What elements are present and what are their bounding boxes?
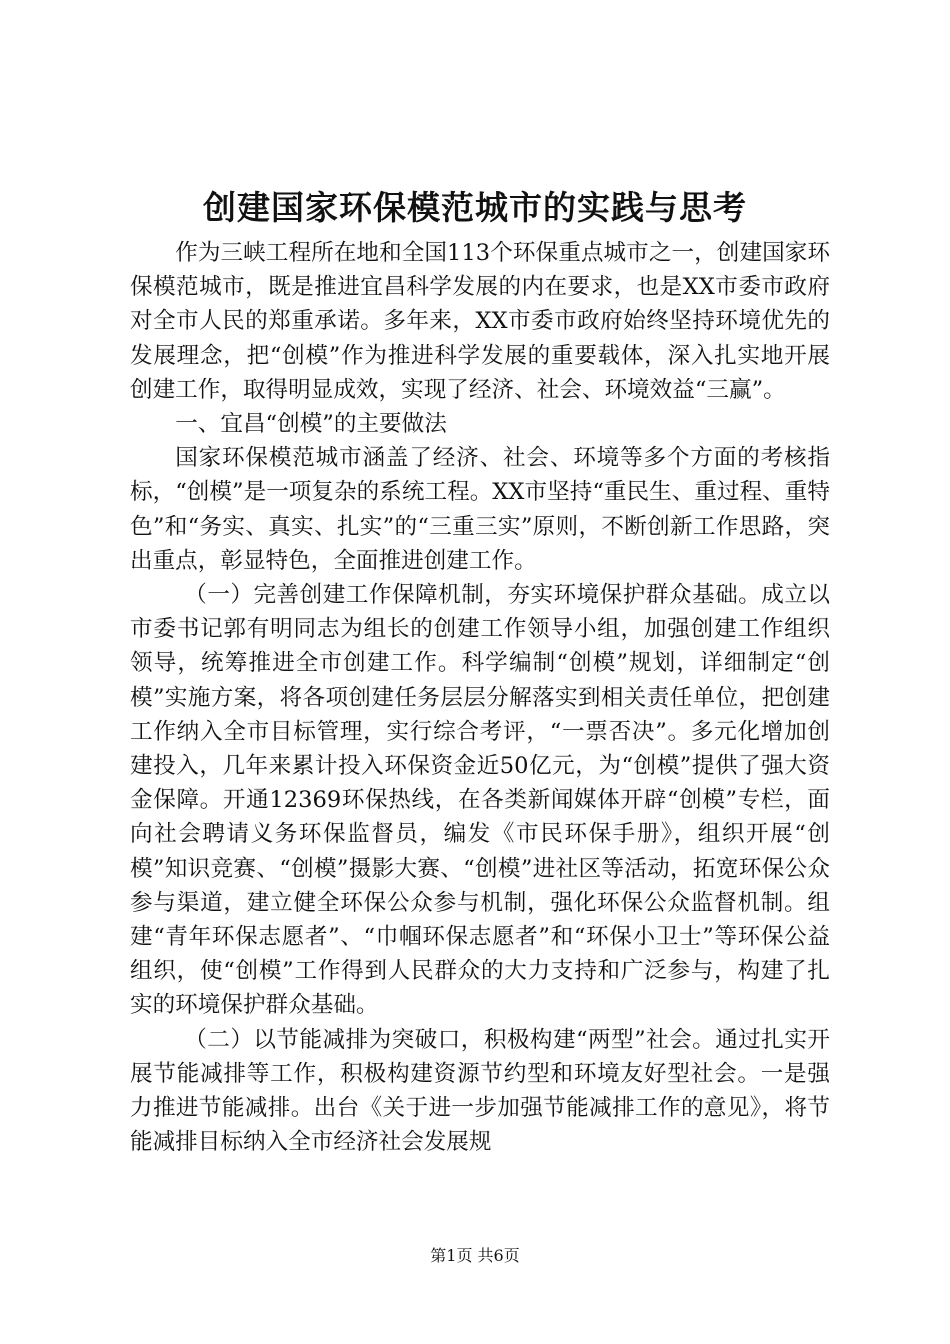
page-footer: 第1页 共6页 — [430, 1246, 520, 1265]
section-heading: 一、宜昌“创模”的主要做法 — [175, 411, 447, 438]
document-body — [130, 236, 830, 1159]
paragraph-subsection-1: （一）完善创建工作保障机制，夯实环境保护群众基础。成立以市委书记郭有明同志为组长的创建工作领导小组，加强创建工作组织领导，统筹推进全市创建工作。科学编制“创模”规划，详细制定“创模”实施方案，将各项创建任务层层分解落实到相关责任单位，把创建工作纳入全市目标管理，实行综合考评，“一票否决”。多元化增加创建投入，几年来累计投入环保资金近50亿元，为“创模”提供了强大资金保障。开通12369环保热线，在各类新闻媒体开辟“创模”专栏，面向社会聘请义务环保监督员，编发《市民环保手册》，组织开展“创模”知识竞赛、“创模”摄影大赛、“创模”进社区等活动，拓宽环保公众参与渠道，建立健全环保公众参与机制，强化环保公众监督机制。组建“青年环保志愿者”、“巾帼环保志愿者”和“环保小卫士”等环保公益组织，使“创模”工作得到人民群众的大力支持和广泛参与，构建了扎实的环境保护群众基础。 — [130, 582, 830, 1019]
paragraph-subsection-2: （二）以节能减排为突破口，积极构建“两型”社会。通过扎实开展节能减排等工作，积极构建资源节约型和环境友好型社会。一是强力推进节能减排。出台《关于进一步加强节能减排工作的意见》，将节能减排目标纳入全市经济社会发展规 — [130, 1026, 830, 1156]
paragraph-intro: 作为三峡工程所在地和全国113个环保重点城市之一，创建国家环保模范城市，既是推进宜昌科学发展的内在要求，也是XX市委市政府对全市人民的郑重承诺。多年来，XX市委市政府始终坚持环境优先的发展理念，把“创模”作为推进科学发展的重要载体，深入扎实地开展创建工作，取得明显成效，实现了经济、社会、环境效益“三赢”。 — [130, 240, 830, 403]
document-title: 创建国家环保模范城市的实践与思考 — [203, 188, 747, 227]
paragraph-overview: 国家环保模范城市涵盖了经济、社会、环境等多个方面的考核指标，“创模”是一项复杂的系统工程。XX市坚持“重民生、重过程、重特色”和“务实、真实、扎实”的“三重三实”原则，不断创新工作思路，突出重点，彰显特色，全面推进创建工作。 — [130, 445, 830, 574]
